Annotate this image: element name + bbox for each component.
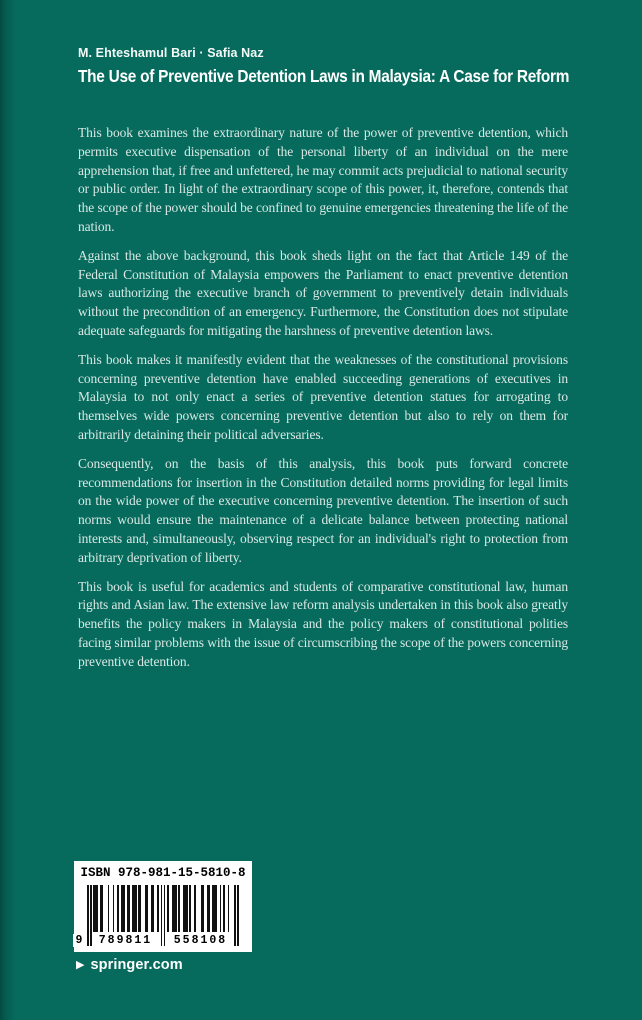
publisher-line [76, 957, 183, 973]
ean-barcode-icon [75, 885, 239, 947]
isbn-label: ISBN 978-981-15-5810-8 [80, 866, 246, 880]
synopsis-paragraph: Against the above background, this book sheds light on the fact that Article 149 of the Federal Constitution of Malaysia empowers the Parliament to enact preventive detention laws authorizing the executive branch of government to preventively detain individuals without the precondition of an emergency. Furthermore, the Constitution does not stipulate adequate safeguards for mitigating the harshness of preventive detention laws. [78, 247, 568, 338]
barcode-digits-right: 558108 [167, 934, 234, 947]
synopsis-paragraph: Consequently, on the basis of this analysis, this book puts forward concrete recommendations for insertion in the Constitution detailed norms providing for legal limits on the wide power of the executive concerning preventive detention. The insertion of such norms would ensure the maintenance of a delicate balance between protecting national interests and, simultaneously, observing respect for an individual's right to protection from arbitrary deprivation of liberty. [78, 455, 568, 565]
authors-line: M. Ehteshamul Bari · Safia Naz [78, 46, 264, 60]
book-title: The Use of Preventive Detention Laws in Malaysia: A Case for Reform [78, 66, 570, 86]
barcode-digit-first: 9 [73, 934, 85, 947]
barcode-digits-left: 789811 [92, 934, 159, 947]
synopsis-paragraph: This book is useful for academics and students of comparative constitutional law, human rights and Asian law. The extensive law reform analysis undertaken in this book also greatly benefits the policy makers in Malaysia and the policy makers of constitutional polities facing similar problems with the issue of circumscribing the scope of the powers concerning preventive detention. [78, 578, 568, 669]
synopsis-paragraph: This book examines the extraordinary nature of the power of preventive detention, which permits executive dispensation of the personal liberty of an individual on the mere apprehension that, if free and unfettered, he may commit acts prejudicial to national security or public order. In light of the extraordinary scope of this power, it, therefore, contends that the scope of the power should be confined to genuine emergencies threatening the life of the nation. [78, 125, 568, 234]
synopsis [78, 124, 568, 682]
barcode-box [74, 861, 252, 952]
springer-arrow-icon: ▶ [76, 958, 85, 971]
synopsis-paragraph: This book makes it manifestly evident that the weaknesses of the constitutional provisions concerning preventive detention have enabled succeeding generations of executives in Malaysia to not only enact a series of preventive detention statues for arrogating to themselves wide powers concerning preventive detention but also to rely on them for arbitrarily detaining their political adversaries. [78, 351, 568, 442]
publisher-url: springer.com [90, 957, 183, 973]
